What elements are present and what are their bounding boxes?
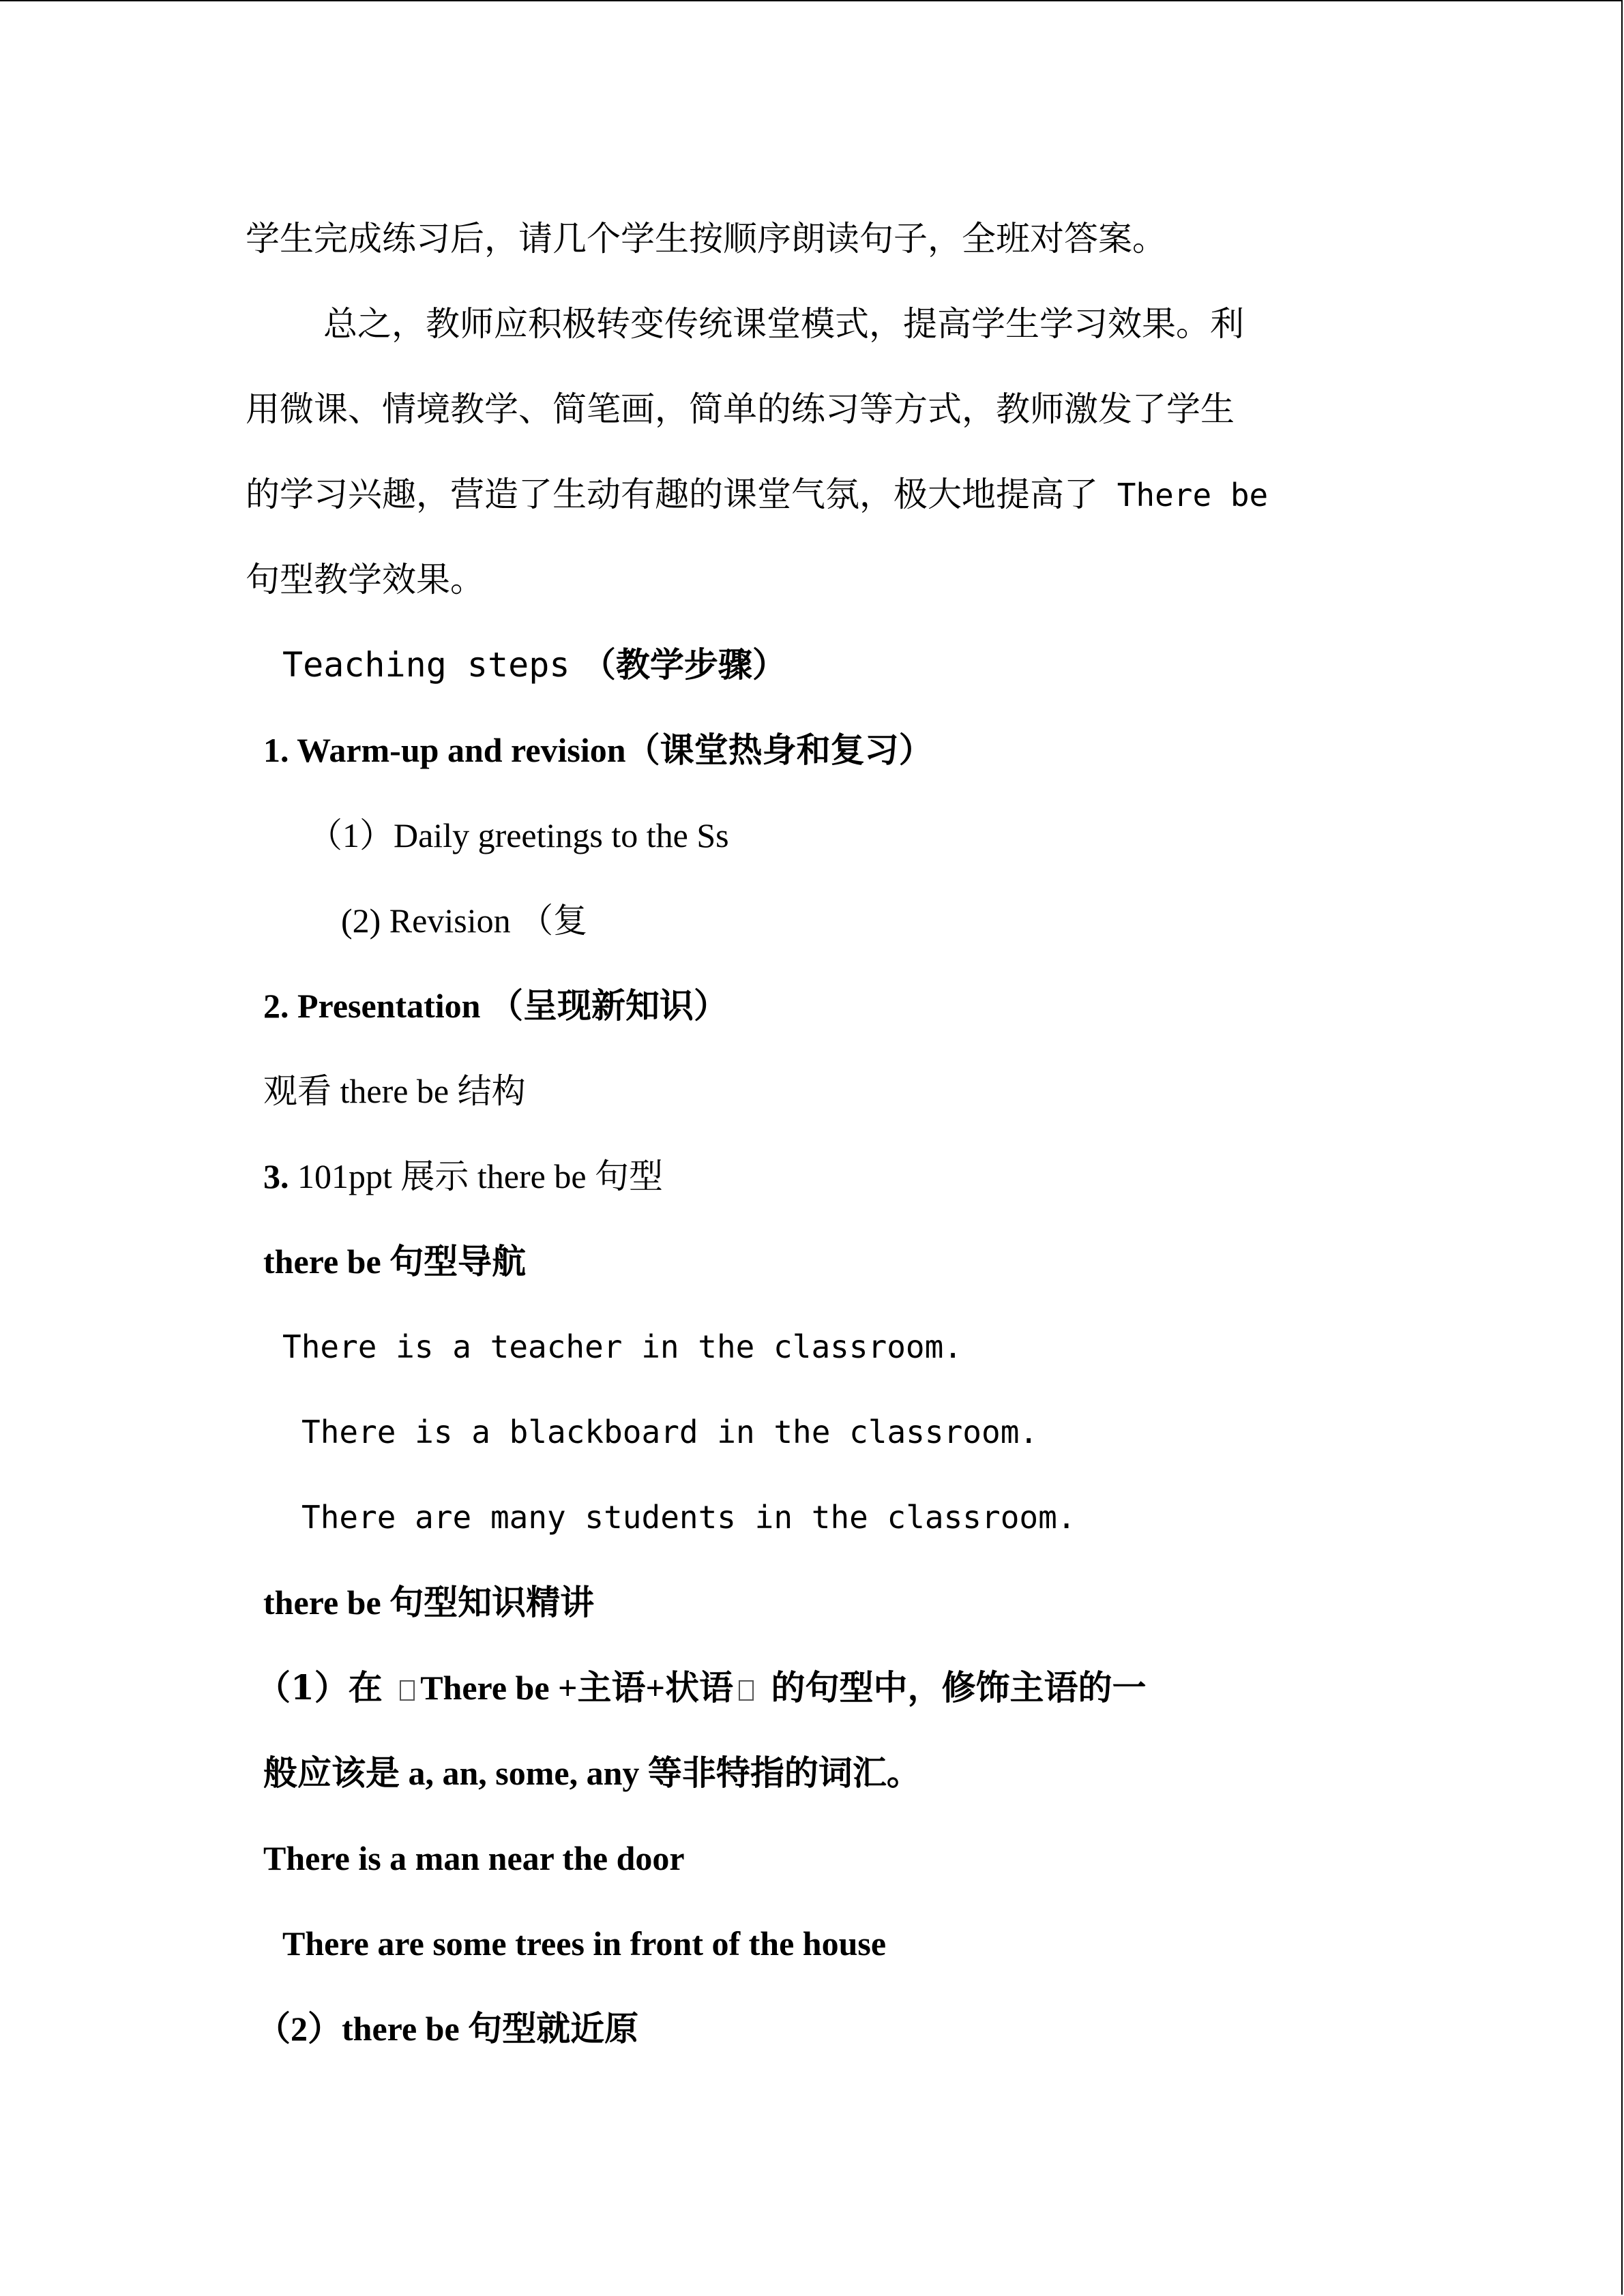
paragraph-text: 的学习兴趣，营造了生动有趣的课堂气氛，极大地提高了 xyxy=(246,475,1098,514)
example-sentence xyxy=(282,1326,962,1367)
rule-1-line-2-text: 般应该是 a, an, some, any 等非特指的词汇。 xyxy=(263,1754,921,1792)
rule-2-line xyxy=(256,2008,638,2049)
step-2-heading xyxy=(263,985,728,1026)
step-3-number: 3. xyxy=(263,1157,289,1195)
missing-glyph-box-icon xyxy=(400,1680,415,1701)
example-sentence xyxy=(301,1412,1038,1452)
paragraph-text-english: There be xyxy=(1098,477,1269,513)
step-1-item xyxy=(308,815,729,856)
steps-heading-en: Teaching steps xyxy=(282,645,570,685)
paragraph-text: 用微课、情境教学、简笔画，简单的练习等方式，教师激发了学生 xyxy=(246,389,1235,429)
example-sentence-text: There are many students in the classroom. xyxy=(301,1499,1076,1536)
example-sentence-text: There is a teacher in the classroom. xyxy=(282,1328,962,1365)
step-1-heading-cn: （课堂热身和复习） xyxy=(625,730,933,770)
steps-heading xyxy=(282,644,786,685)
paragraph-text: 总之，教师应积极转变传统课堂模式，提高学生学习效果。利 xyxy=(323,304,1244,344)
step-1-item-text: (2) Revision （复 xyxy=(341,901,588,940)
rule-example xyxy=(282,1923,886,1964)
rule-1-pattern: There be +主语+状语 xyxy=(420,1669,734,1707)
rule-1-line-2 xyxy=(263,1753,921,1793)
step-3-line xyxy=(263,1156,663,1197)
missing-glyph-box-icon xyxy=(739,1680,754,1701)
paragraph-line xyxy=(246,389,1235,430)
example-sentence-text: There is a blackboard in the classroom. xyxy=(301,1414,1039,1450)
nav-heading-en: there be xyxy=(263,1242,390,1281)
step-1-item-text: （1）Daily greetings to the Ss xyxy=(308,816,729,854)
rule-example-text: There are some trees in front of the house xyxy=(282,1924,887,1963)
paragraph-line xyxy=(246,559,484,600)
paragraph-line xyxy=(323,303,1244,344)
step-2-line xyxy=(263,1071,526,1112)
paragraph-line xyxy=(246,218,1166,259)
steps-heading-cn: （教学步骤） xyxy=(570,644,786,685)
step-2-heading-en: 2. Presentation xyxy=(263,987,489,1025)
rule-2-text: （2）there be 句型就近原 xyxy=(256,2010,639,2048)
rule-1-line xyxy=(256,1667,1146,1708)
step-2-line-text: 观看 there be 结构 xyxy=(263,1072,526,1110)
step-2-heading-cn: （呈现新知识） xyxy=(488,985,728,1026)
rule-example xyxy=(263,1838,685,1879)
nav-heading-cn: 句型导航 xyxy=(389,1241,527,1281)
rule-1-prefix: （1）在 xyxy=(256,1667,395,1708)
step-1-heading-en: 1. Warm-up and revision xyxy=(263,731,626,769)
knowledge-heading-cn: 句型知识精讲 xyxy=(389,1582,595,1622)
step-3-text: 101ppt 展示 there be 句型 xyxy=(289,1157,664,1195)
nav-heading xyxy=(263,1241,526,1282)
step-1-item xyxy=(341,900,587,941)
example-sentence xyxy=(301,1497,1076,1538)
knowledge-heading-en: there be xyxy=(263,1583,390,1622)
rule-example-text: There is a man near the door xyxy=(263,1839,685,1877)
step-1-heading xyxy=(263,730,933,771)
paragraph-text: 句型教学效果。 xyxy=(246,560,484,599)
paragraph-line xyxy=(246,474,1268,516)
knowledge-heading xyxy=(263,1582,594,1623)
rule-1-suffix: 的句型中，修饰主语的一 xyxy=(759,1667,1147,1708)
paragraph-text: 学生完成练习后，请几个学生按顺序朗读句子，全班对答案。 xyxy=(246,219,1166,258)
